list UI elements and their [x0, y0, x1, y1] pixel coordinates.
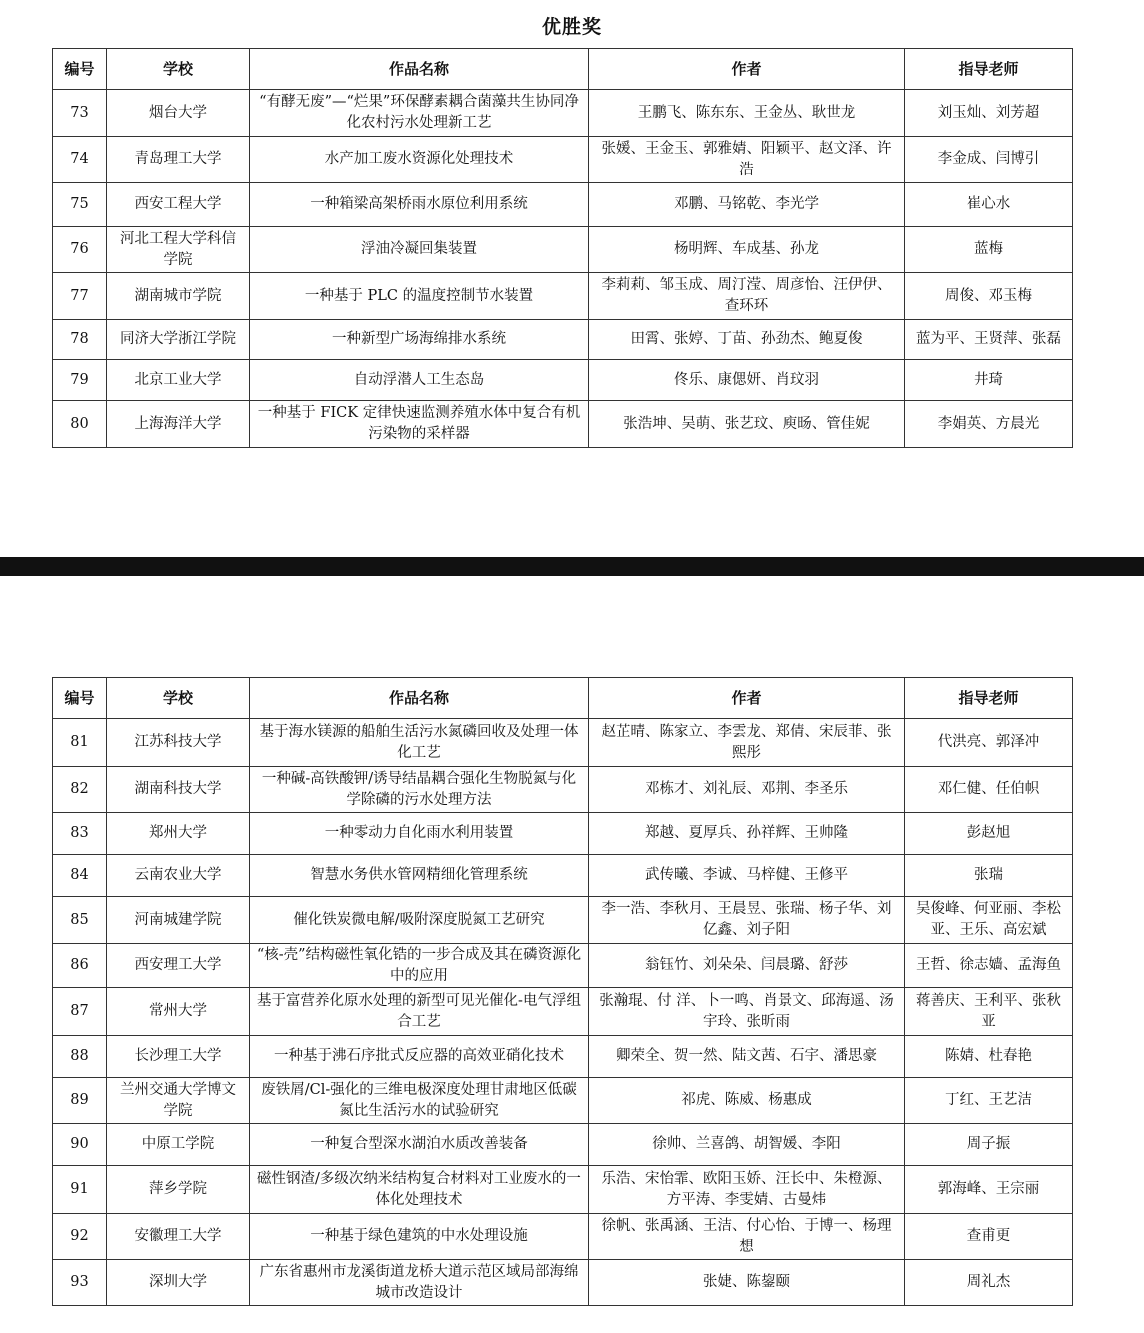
table-row: [53, 1078, 1073, 1124]
cell-school: 上海海洋大学: [107, 401, 250, 448]
header-no: 编号: [53, 49, 107, 90]
cell-advisor: 周礼杰: [905, 1260, 1073, 1306]
cell-school: 常州大学: [107, 988, 250, 1036]
cell-no: 76: [53, 227, 107, 273]
cell-authors: 张媛、王金玉、郭雅婧、阳颖平、赵文泽、许浩: [589, 137, 905, 183]
header-authors: 作者: [589, 678, 905, 719]
cell-school: 江苏科技大学: [107, 719, 250, 767]
cell-no: 83: [53, 813, 107, 855]
cell-advisor: 王哲、徐志嫱、孟海鱼: [905, 944, 1073, 988]
cell-school: 青岛理工大学: [107, 137, 250, 183]
cell-work: 水产加工废水资源化处理技术: [250, 137, 589, 183]
table-row: [53, 1260, 1073, 1306]
cell-work: 基于海水镁源的船舶生活污水氮磷回收及处理一体化工艺: [250, 719, 589, 767]
cell-work: 浮油冷凝回集装置: [250, 227, 589, 273]
cell-work: “核-壳”结构磁性氧化锆的一步合成及其在磷资源化中的应用: [250, 944, 589, 988]
cell-no: 85: [53, 897, 107, 944]
cell-authors: 徐帆、张禹涵、王洁、付心怡、于博一、杨理想: [589, 1214, 905, 1260]
cell-school: 湖南科技大学: [107, 767, 250, 813]
cell-work: 一种基于 PLC 的温度控制节水装置: [250, 273, 589, 320]
cell-school: 兰州交通大学博文学院: [107, 1078, 250, 1124]
cell-school: 西安理工大学: [107, 944, 250, 988]
cell-work: 一种复合型深水湖泊水质改善装备: [250, 1124, 589, 1166]
table-row: [53, 1166, 1073, 1214]
header-row: [53, 49, 1073, 90]
cell-no: 78: [53, 320, 107, 360]
header-advisor: 指导老师: [905, 678, 1073, 719]
cell-work: 一种箱梁高架桥雨水原位利用系统: [250, 183, 589, 227]
cell-work: 自动浮潜人工生态岛: [250, 360, 589, 401]
cell-authors: 乐浩、宋怡霏、欧阳玉娇、汪长中、朱橙源、方平涛、李雯婧、古曼炜: [589, 1166, 905, 1214]
cell-advisor: 陈婧、杜春艳: [905, 1036, 1073, 1078]
cell-advisor: 周俊、邓玉梅: [905, 273, 1073, 320]
table-row: [53, 897, 1073, 944]
cell-authors: 佟乐、康偲妍、肖玟羽: [589, 360, 905, 401]
header-row: [53, 678, 1073, 719]
cell-advisor: 丁红、王艺洁: [905, 1078, 1073, 1124]
cell-advisor: 李金成、闫博引: [905, 137, 1073, 183]
header-work: 作品名称: [250, 49, 589, 90]
cell-work: 废铁屑/Cl-强化的三维电极深度处理甘肃地区低碳氮比生活污水的试验研究: [250, 1078, 589, 1124]
cell-no: 89: [53, 1078, 107, 1124]
cell-authors: 翁钰竹、刘朵朵、闫晨璐、舒莎: [589, 944, 905, 988]
page-title: 优胜奖: [541, 16, 602, 38]
cell-no: 77: [53, 273, 107, 320]
table-row: [53, 767, 1073, 813]
cell-authors: 赵芷晴、陈家立、李雲龙、郑倩、宋辰菲、张熙彤: [589, 719, 905, 767]
table-row: [53, 360, 1073, 401]
cell-no: 75: [53, 183, 107, 227]
cell-authors: 徐帅、兰喜鸽、胡智媛、李阳: [589, 1124, 905, 1166]
cell-work: 磁性钢渣/多级次纳米结构复合材料对工业废水的一体化处理技术: [250, 1166, 589, 1214]
cell-school: 河北工程大学科信学院: [107, 227, 250, 273]
cell-school: 湖南城市学院: [107, 273, 250, 320]
cell-authors: 田霄、张婷、丁苗、孙劲杰、鲍夏俊: [589, 320, 905, 360]
cell-authors: 张浩坤、吴萌、张艺玟、庾旸、管佳妮: [589, 401, 905, 448]
table-row: [53, 855, 1073, 897]
cell-advisor: 崔心水: [905, 183, 1073, 227]
table-row: [53, 988, 1073, 1036]
cell-authors: 张婕、陈鋆颐: [589, 1260, 905, 1306]
table-row: [53, 401, 1073, 448]
cell-school: 萍乡学院: [107, 1166, 250, 1214]
page-divider: [0, 557, 1144, 576]
cell-school: 北京工业大学: [107, 360, 250, 401]
cell-advisor: 蓝为平、王贤萍、张磊: [905, 320, 1073, 360]
cell-authors: 卿荣全、贺一然、陆文茜、石宇、潘思豪: [589, 1036, 905, 1078]
header-work: 作品名称: [250, 678, 589, 719]
table-row: [53, 813, 1073, 855]
cell-school: 长沙理工大学: [107, 1036, 250, 1078]
cell-authors: 李莉莉、邹玉成、周汀滢、周彦怡、汪伊伊、查环环: [589, 273, 905, 320]
cell-no: 79: [53, 360, 107, 401]
cell-school: 中原工学院: [107, 1124, 250, 1166]
cell-advisor: 代洪亮、郭泽冲: [905, 719, 1073, 767]
cell-no: 93: [53, 1260, 107, 1306]
cell-advisor: 彭赵旭: [905, 813, 1073, 855]
cell-work: 催化铁炭微电解/吸附深度脱氮工艺研究: [250, 897, 589, 944]
cell-no: 86: [53, 944, 107, 988]
cell-no: 92: [53, 1214, 107, 1260]
cell-no: 73: [53, 90, 107, 137]
cell-school: 西安工程大学: [107, 183, 250, 227]
cell-no: 74: [53, 137, 107, 183]
table-row: [53, 1124, 1073, 1166]
cell-authors: 李一浩、李秋月、王晨昱、张瑞、杨子华、刘亿鑫、刘子阳: [589, 897, 905, 944]
header-authors: 作者: [589, 49, 905, 90]
cell-work: 一种碱-高铁酸钾/诱导结晶耦合强化生物脱氮与化学除磷的污水处理方法: [250, 767, 589, 813]
cell-work: 一种新型广场海绵排水系统: [250, 320, 589, 360]
header-school: 学校: [107, 49, 250, 90]
cell-authors: 武传曦、李诚、马梓健、王修平: [589, 855, 905, 897]
cell-no: 82: [53, 767, 107, 813]
cell-no: 91: [53, 1166, 107, 1214]
table-row: [53, 944, 1073, 988]
table-row: [53, 719, 1073, 767]
cell-work: 一种零动力自化雨水利用装置: [250, 813, 589, 855]
cell-authors: 祁虎、陈威、杨惠成: [589, 1078, 905, 1124]
cell-no: 88: [53, 1036, 107, 1078]
header-school: 学校: [107, 678, 250, 719]
table-row: [53, 227, 1073, 273]
table-row: [53, 273, 1073, 320]
cell-school: 河南城建学院: [107, 897, 250, 944]
table-body-2: [53, 719, 1073, 1306]
cell-advisor: 井琦: [905, 360, 1073, 401]
header-no: 编号: [53, 678, 107, 719]
table-row: [53, 137, 1073, 183]
cell-authors: 邓鹏、马铭乾、李光学: [589, 183, 905, 227]
award-table-1: [52, 48, 1073, 448]
cell-advisor: 蓝梅: [905, 227, 1073, 273]
cell-authors: 张瀚琨、付 洋、卜一鸣、肖景文、邱海遥、汤宇玲、张昕雨: [589, 988, 905, 1036]
cell-authors: 王鹏飞、陈东东、王金丛、耿世龙: [589, 90, 905, 137]
cell-advisor: 张瑞: [905, 855, 1073, 897]
cell-work: 基于富营养化原水处理的新型可见光催化-电气浮组合工艺: [250, 988, 589, 1036]
cell-school: 云南农业大学: [107, 855, 250, 897]
cell-no: 84: [53, 855, 107, 897]
cell-work: 一种基于绿色建筑的中水处理设施: [250, 1214, 589, 1260]
table-row: [53, 1036, 1073, 1078]
table-row: [53, 183, 1073, 227]
cell-advisor: 查甫更: [905, 1214, 1073, 1260]
cell-no: 87: [53, 988, 107, 1036]
cell-school: 郑州大学: [107, 813, 250, 855]
cell-advisor: 刘玉灿、刘芳超: [905, 90, 1073, 137]
cell-work: 智慧水务供水管网精细化管理系统: [250, 855, 589, 897]
cell-no: 80: [53, 401, 107, 448]
cell-advisor: 李娟英、方晨光: [905, 401, 1073, 448]
cell-authors: 郑越、夏厚兵、孙祥辉、王帅隆: [589, 813, 905, 855]
cell-school: 烟台大学: [107, 90, 250, 137]
cell-authors: 杨明辉、车成基、孙龙: [589, 227, 905, 273]
cell-no: 81: [53, 719, 107, 767]
cell-advisor: 蒋善庆、王利平、张秋亚: [905, 988, 1073, 1036]
cell-work: 广东省惠州市龙溪街道龙桥大道示范区域局部海绵城市改造设计: [250, 1260, 589, 1306]
cell-advisor: 吴俊峰、何亚丽、李松亚、王乐、高宏斌: [905, 897, 1073, 944]
cell-school: 深圳大学: [107, 1260, 250, 1306]
cell-advisor: 郭海峰、王宗丽: [905, 1166, 1073, 1214]
table-row: [53, 320, 1073, 360]
cell-school: 同济大学浙江学院: [107, 320, 250, 360]
table-row: [53, 90, 1073, 137]
award-table-2: [52, 677, 1073, 1306]
cell-advisor: 周子振: [905, 1124, 1073, 1166]
cell-authors: 邓栋才、刘礼辰、邓荆、李圣乐: [589, 767, 905, 813]
table-row: [53, 1214, 1073, 1260]
cell-advisor: 邓仁健、任伯帜: [905, 767, 1073, 813]
header-advisor: 指导老师: [905, 49, 1073, 90]
cell-work: “有酵无废”—“烂果”环保酵素耦合菌藻共生协同净化农村污水处理新工艺: [250, 90, 589, 137]
table-body-1: [53, 90, 1073, 448]
cell-work: 一种基于 FICK 定律快速监测养殖水体中复合有机污染物的采样器: [250, 401, 589, 448]
cell-work: 一种基于沸石序批式反应器的高效亚硝化技术: [250, 1036, 589, 1078]
cell-no: 90: [53, 1124, 107, 1166]
cell-school: 安徽理工大学: [107, 1214, 250, 1260]
